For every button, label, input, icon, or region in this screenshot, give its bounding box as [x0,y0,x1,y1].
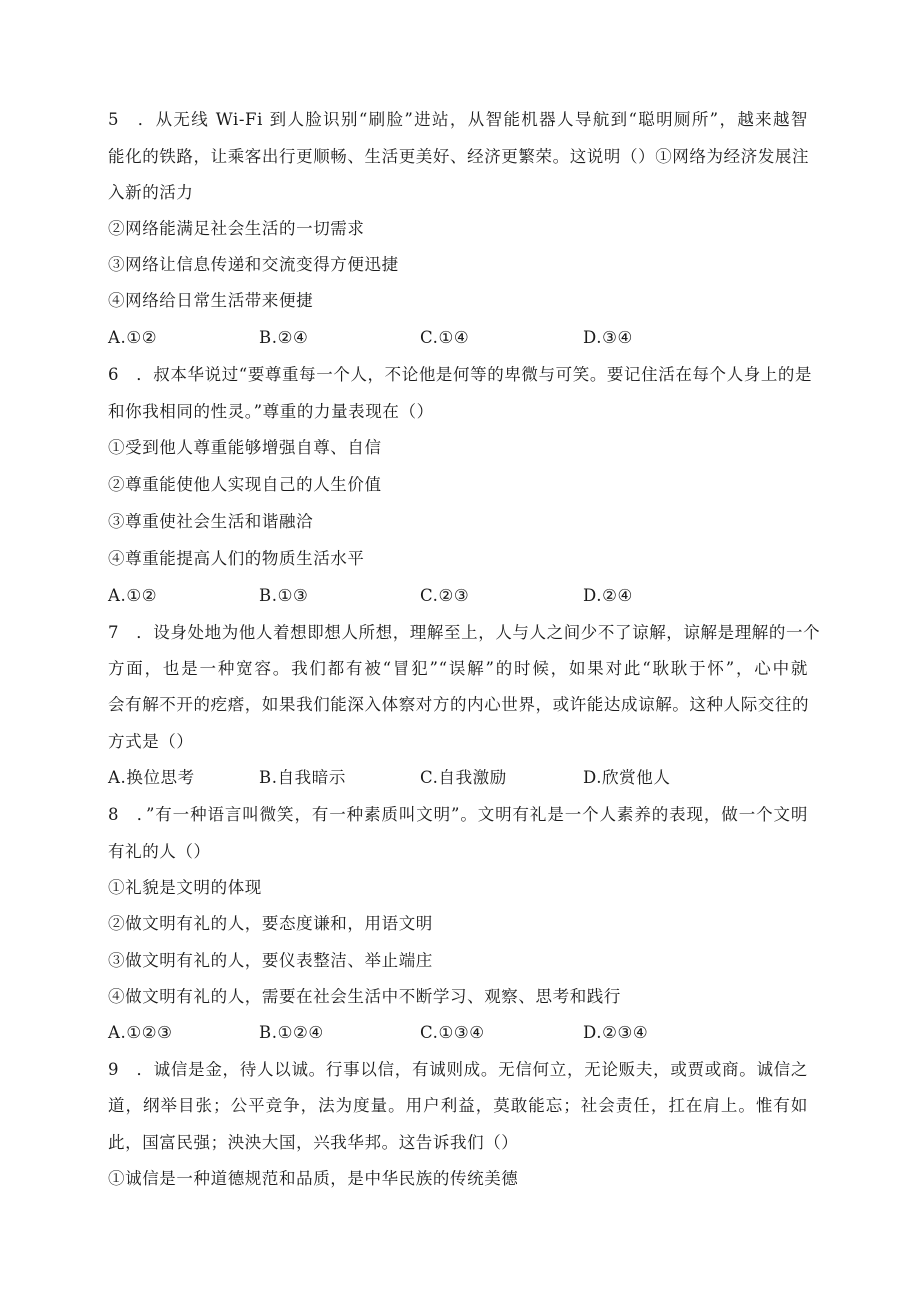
question-stem-line: 道，纲举目张；公平竞争，法为度量。用户利益，莫敢能忘；社会责任，扛在肩上。惟有如 [108,1096,808,1115]
statement: ①受到他人尊重能够增强自尊、自信 [108,438,382,457]
option-b: B.自我暗示 [259,768,346,787]
option-d: D.③④ [583,328,633,347]
statement: ②做文明有礼的人，要态度谦和，用语文明 [108,914,433,933]
option-b: B.①②④ [259,1023,324,1042]
question-stem-line: 此，国富民强；泱泱大国，兴我华邦。这告诉我们（） [108,1133,519,1152]
question-stem-line: 方面，也是一种宽容。我们都有被“冒犯”“误解”的时候，如果对此“耿耿于怀”，心中就 [108,659,808,678]
option-c: C.自我激励 [420,768,507,787]
statement: ③尊重使社会生活和谐融洽 [108,512,314,531]
statement: ②网络能满足社会生活的一切需求 [108,219,365,238]
option-d: D.②④ [583,586,633,605]
option-d: D.②③④ [583,1023,649,1042]
question-stem-line: 6 ．叔本华说过“要尊重每一个人，不论他是何等的卑微与可笑。要记住活在每个人身上的是 [108,365,813,384]
option-b: B.①③ [259,586,309,605]
question-stem-line: 有礼的人（） [108,842,211,861]
question-stem-line: 入新的活力 [108,183,194,202]
question-stem-line: 和你我相同的性灵。”尊重的力量表现在（） [108,402,434,421]
option-a: A.①② [108,328,158,347]
question-stem-line: 能化的铁路，让乘客出行更顺畅、生活更美好、经济更繁荣。这说明（）①网络为经济发展注 [108,147,810,166]
statement: ④网络给日常生活带来便捷 [108,291,314,310]
option-a: A.换位思考 [108,768,195,787]
statement: ④尊重能提高人们的物质生活水平 [108,549,365,568]
option-d: D.欣赏他人 [583,768,671,787]
question-stem-line: 方式是（） [108,732,194,751]
option-a: A.①②③ [108,1023,173,1042]
statement: ③做文明有礼的人，要仪表整洁、举止端庄 [108,951,433,970]
statement: ④做文明有礼的人，需要在社会生活中不断学习、观察、思考和践行 [108,987,621,1006]
question-stem-line: 8 ．”有一种语言叫微笑，有一种素质叫文明”。文明有礼是一个人素养的表现，做一个文明 [108,805,808,824]
option-b: B.②④ [259,328,309,347]
statement: ①诚信是一种道德规范和品质，是中华民族的传统美德 [108,1169,519,1188]
option-c: C.①④ [420,328,470,347]
question-stem-line: 7 ．设身处地为他人着想即想人所想，理解至上，人与人之间少不了谅解，谅解是理解的一个 [108,623,821,642]
statement: ③网络让信息传递和交流变得方便迅捷 [108,255,399,274]
option-c: C.②③ [420,586,470,605]
statement: ①礼貌是文明的体现 [108,878,262,897]
question-stem-line: 会有解不开的疙瘩，如果我们能深入体察对方的内心世界，或许能达成谅解。这种人际交往的 [108,695,810,714]
option-a: A.①② [108,586,158,605]
question-stem-line: 9 ．诚信是金，待人以诚。行事以信，有诚则成。无信何立，无论贩夫，或贾或商。诚信之 [108,1060,808,1079]
option-c: C.①③④ [420,1023,485,1042]
question-stem-line: 5 ．从无线 Wi-Fi 到人脸识别“刷脸”进站，从智能机器人导航到“聪明厕所”，越来越智 [108,110,808,129]
statement: ②尊重能使他人实现自己的人生价值 [108,475,382,494]
